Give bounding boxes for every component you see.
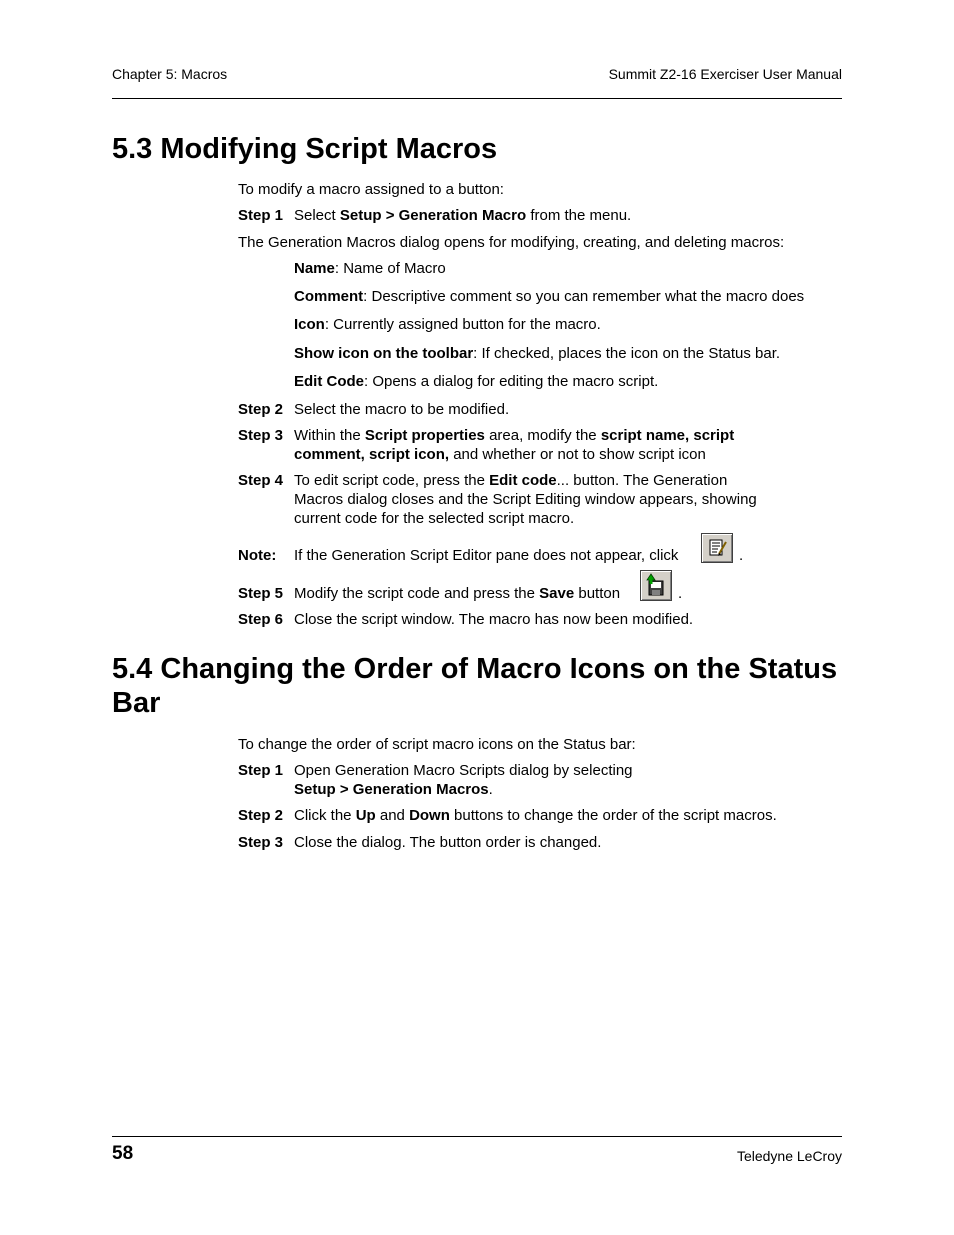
step-text: Close the script window. The macro has now been modified. [294, 611, 694, 628]
step-text: To edit script code, press the Edit code... button. The Generation [294, 472, 728, 489]
step-text: Click the Up and Down buttons to change the order of the script macros. [294, 807, 777, 824]
script-editor-icon[interactable] [701, 533, 733, 563]
header-chapter: Chapter 5: Macros [112, 66, 228, 82]
step-label: Step 3 [238, 427, 284, 444]
header-manual-title: Summit Z2-16 Exerciser User Manual [608, 66, 842, 82]
note-label: Note: [238, 547, 277, 564]
field-icon: Icon: Currently assigned button for the macro. [294, 316, 601, 333]
field-name: Name: Name of Macro [294, 260, 446, 277]
step-text: Within the Script properties area, modify the script name, script [294, 427, 735, 444]
step-text: Modify the script code and press the Save button [294, 585, 621, 602]
field-comment: Comment: Descriptive comment so you can remember what the macro does [294, 288, 805, 305]
step-label: Step 4 [238, 472, 284, 489]
section-5-3-intro: To modify a macro assigned to a button: [238, 181, 504, 198]
step-label: Step 1 [238, 762, 284, 779]
step-text: Select Setup > Generation Macro from the menu. [294, 207, 632, 224]
step-label: Step 6 [238, 611, 284, 628]
note-end: . [739, 547, 744, 564]
step-label: Step 2 [238, 401, 284, 418]
section-5-4-intro: To change the order of script macro icons on the Status bar: [238, 736, 636, 753]
step-label: Step 2 [238, 807, 284, 824]
section-5-3-title: 5.3 Modifying Script Macros [112, 133, 498, 165]
step-text: Open Generation Macro Scripts dialog by selecting [294, 762, 633, 779]
page-number: 58 [112, 1143, 134, 1164]
footer-rule [112, 1136, 842, 1137]
section-5-4-title: 5.4 Changing the Order of Macro Icons on the Status Bar [112, 653, 838, 719]
field-edit-code: Edit Code: Opens a dialog for editing the macro script. [294, 373, 659, 390]
step-text-continued: comment, script icon, and whether or not to show script icon [294, 446, 706, 463]
save-icon[interactable] [640, 570, 672, 601]
dialog-description: The Generation Macros dialog opens for modifying, creating, and deleting macros: [238, 234, 785, 251]
header-rule [112, 98, 842, 99]
footer-company: Teledyne LeCroy [736, 1148, 842, 1164]
step-label: Step 1 [238, 207, 284, 224]
step-label: Step 5 [238, 585, 284, 602]
step-text: Select the macro to be modified. [294, 401, 510, 418]
step-label: Step 3 [238, 834, 284, 851]
step-text-continued: current code for the selected script macro. [294, 510, 575, 527]
step-text-continued: Setup > Generation Macros. [294, 781, 493, 798]
step-text: Close the dialog. The button order is changed. [294, 834, 602, 851]
step5-end: . [678, 585, 683, 602]
step-text-continued: Macros dialog closes and the Script Editing window appears, showing [294, 491, 757, 508]
note-text: If the Generation Script Editor pane does not appear, click [294, 547, 679, 564]
field-show-icon: Show icon on the toolbar: If checked, places the icon on the Status bar. [294, 345, 781, 362]
